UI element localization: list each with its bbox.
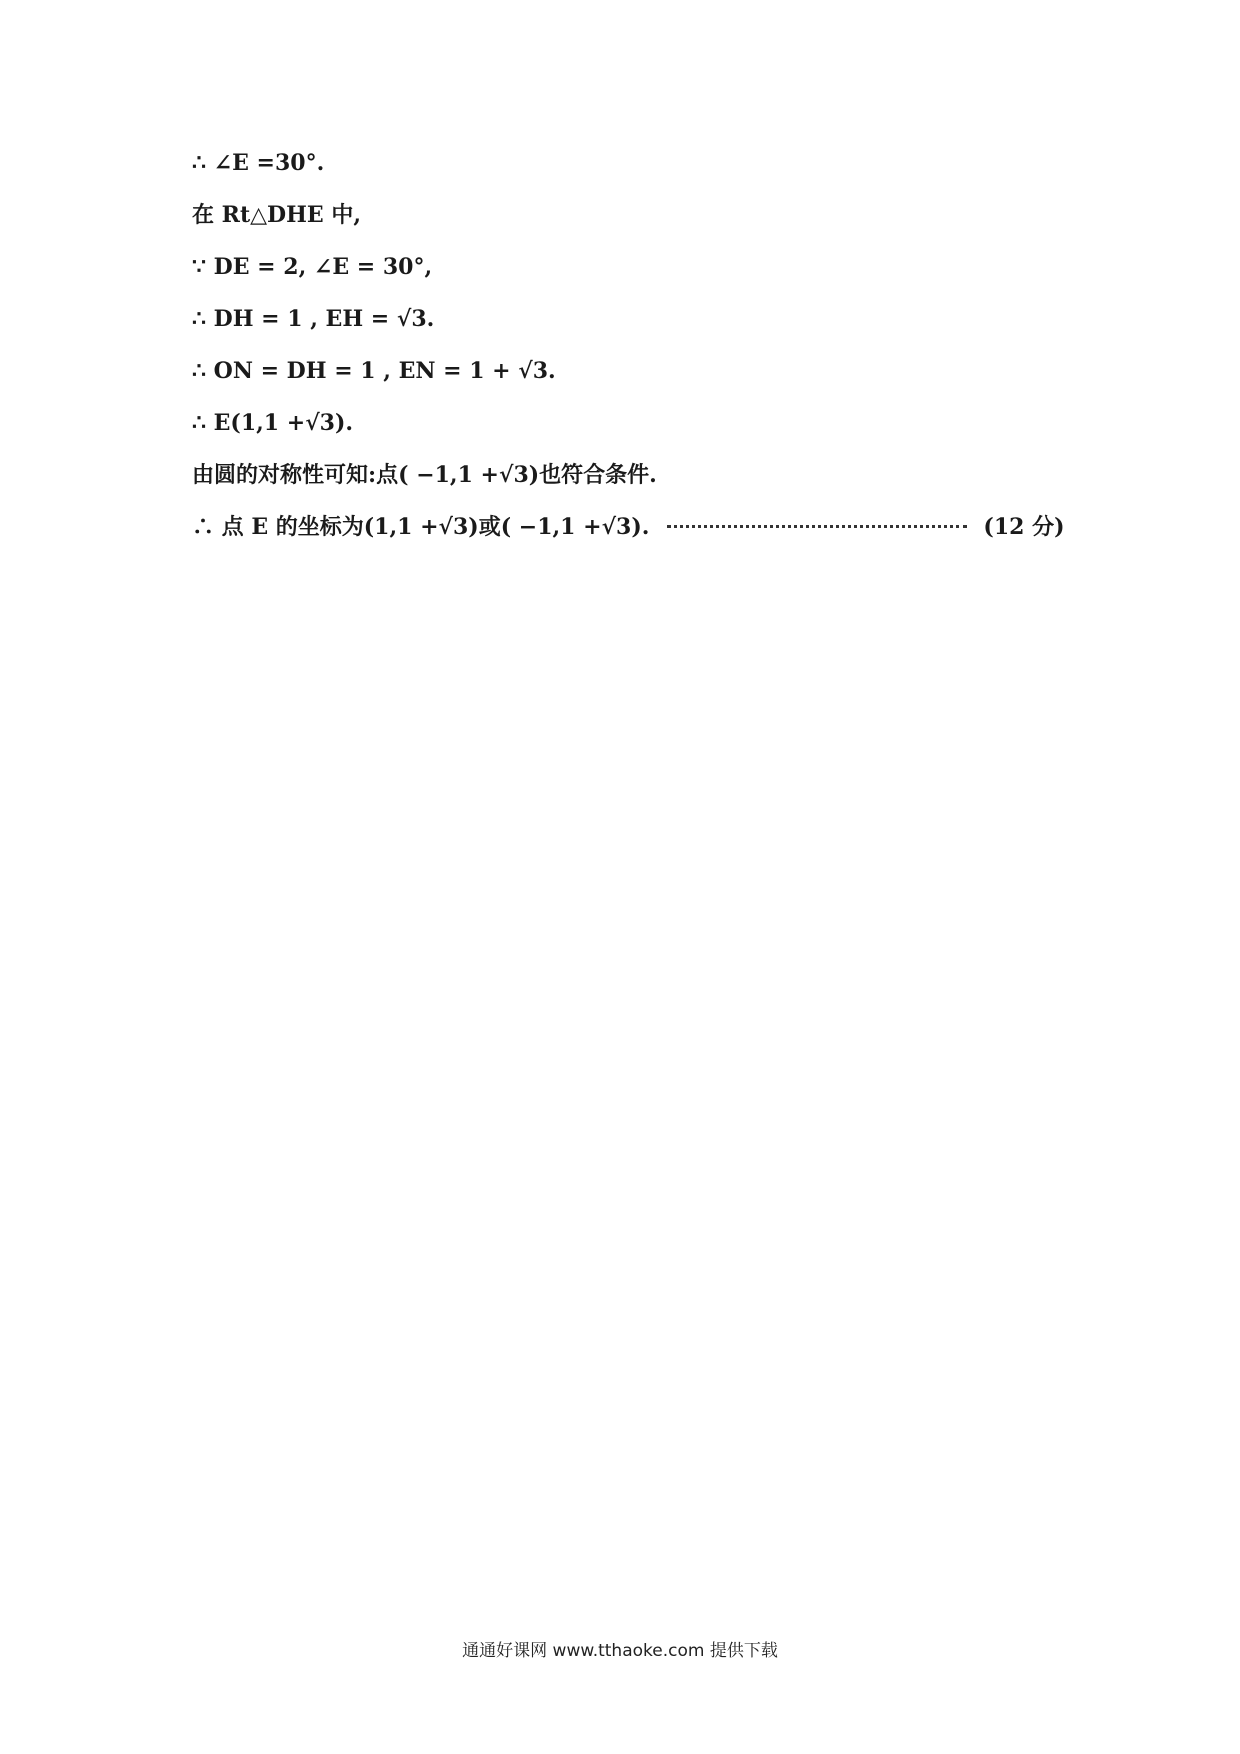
page-footer: 通通好课网 www.tthaoke.com 提供下载 xyxy=(462,1641,778,1661)
dotted-leader xyxy=(667,525,967,528)
solution-line-7: 由圆的对称性可知:点( −1,1 +√3)也符合条件. xyxy=(192,462,657,488)
solution-line-6: ∴ E(1,1 +√3). xyxy=(192,410,354,436)
solution-content xyxy=(192,150,1092,566)
final-answer-text: ∴ 点 E 的坐标为(1,1 +√3)或( −1,1 +√3). xyxy=(192,514,650,540)
solution-line-1: ∴ ∠E =30°. xyxy=(192,150,325,176)
solution-line-5: ∴ ON = DH = 1 , EN = 1 + √3. xyxy=(192,358,556,384)
solution-line-4: ∴ DH = 1 , EH = √3. xyxy=(192,306,435,332)
final-answer-line xyxy=(192,514,1092,541)
solution-line-2: 在 Rt△DHE 中, xyxy=(192,202,361,228)
solution-line-3: ∵ DE = 2, ∠E = 30°, xyxy=(192,254,433,280)
score-label: (12 分) xyxy=(983,514,1065,540)
